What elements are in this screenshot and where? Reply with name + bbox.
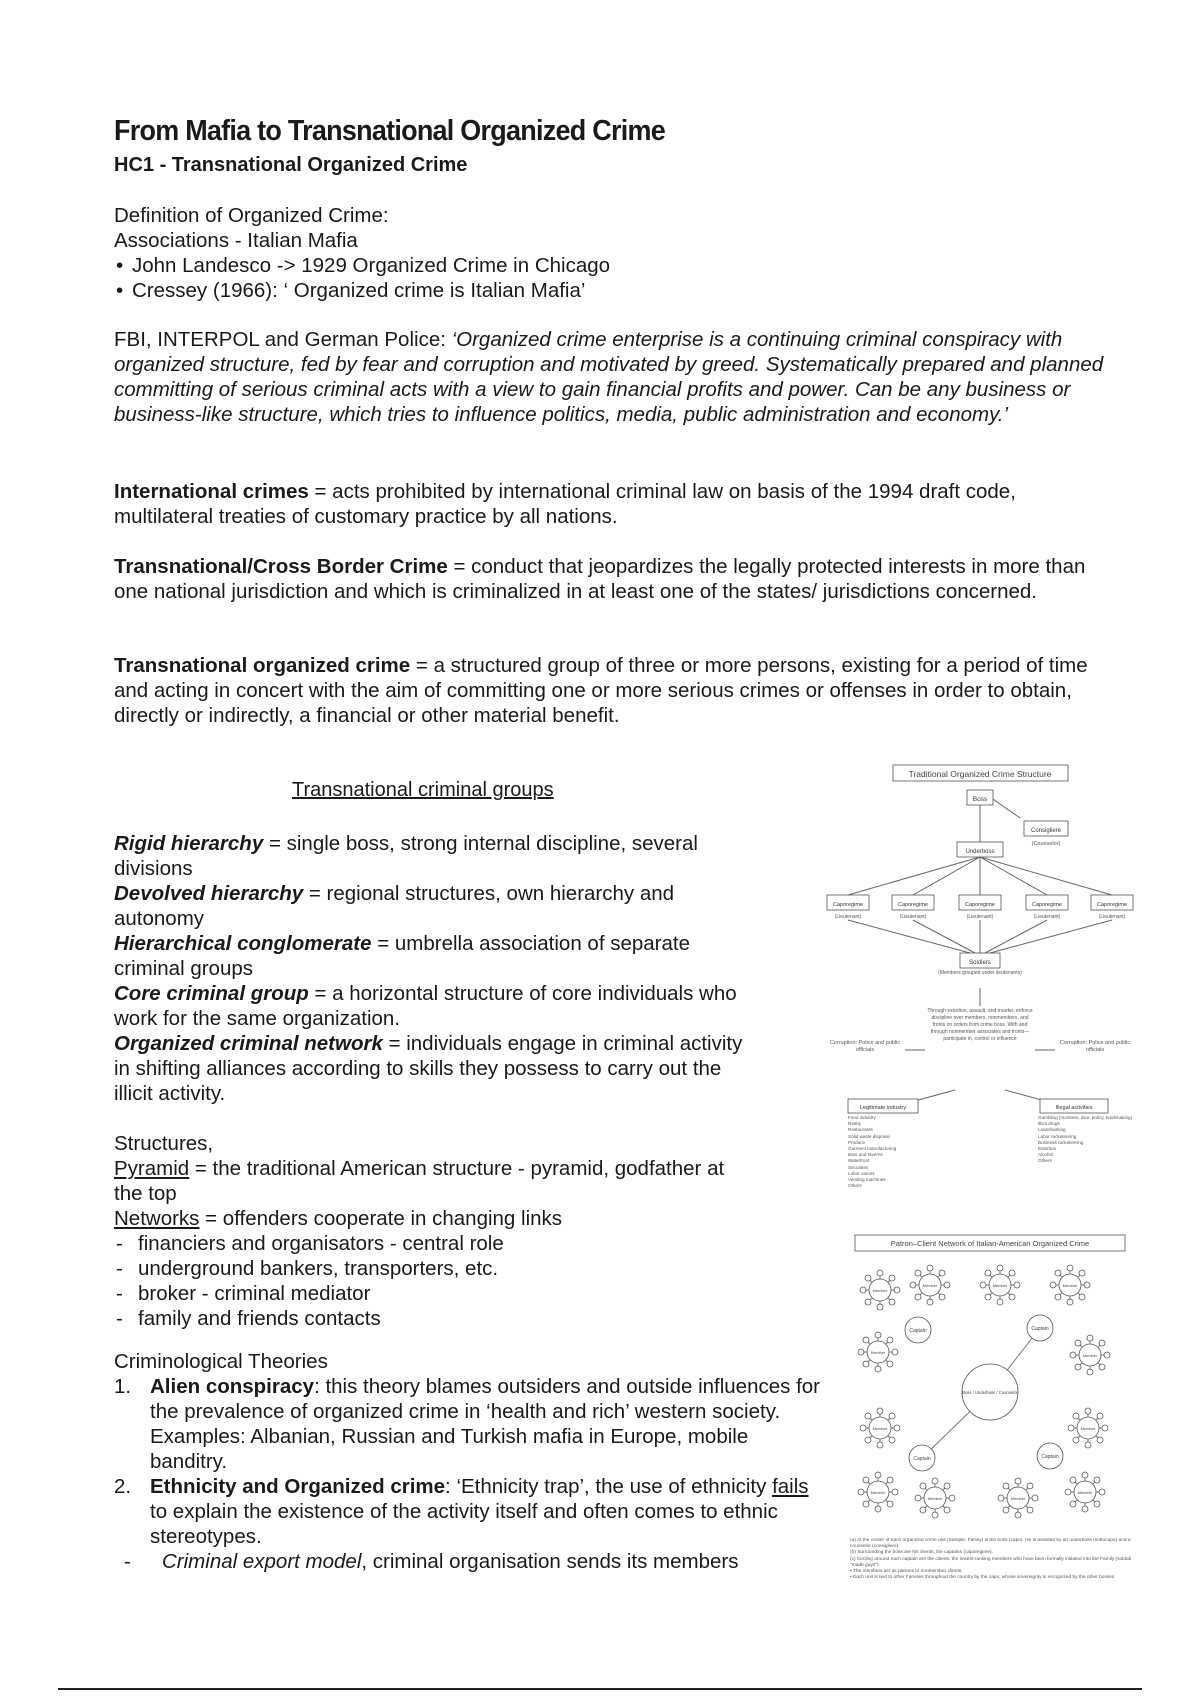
caporegime-label: Caporegime — [898, 902, 928, 908]
client-node — [1009, 1270, 1015, 1276]
client-node — [887, 1501, 893, 1507]
client-node — [1073, 1437, 1079, 1443]
client-node — [1073, 1413, 1079, 1419]
client-node — [1009, 1294, 1015, 1300]
boss-label: Boss / Underboss / Counselor — [962, 1390, 1018, 1395]
term-label: Transnational/Cross Border Crime — [114, 555, 448, 578]
patron-client-diagram — [840, 1230, 1140, 1630]
group-term: Organized criminal network — [114, 1032, 383, 1055]
networks-text: = offenders cooperate in changing links — [199, 1207, 563, 1230]
client-node — [1065, 1489, 1071, 1495]
client-node — [980, 1282, 986, 1288]
lieutenant-label: (Lieutenant) — [1033, 914, 1061, 920]
list-item — [114, 1474, 824, 1549]
client-node — [920, 1483, 926, 1489]
theory-definition: : ‘Ethnicity trap’, the use of ethnicity — [445, 1475, 773, 1498]
consigliere-label: Consigliere — [1030, 828, 1062, 834]
group-term: Hierarchical conglomerate — [114, 932, 372, 955]
client-node — [860, 1287, 866, 1293]
list-item — [114, 1374, 824, 1474]
client-node — [1067, 1265, 1073, 1271]
client-node — [1015, 1512, 1021, 1518]
client-node — [894, 1287, 900, 1293]
client-node — [1079, 1294, 1085, 1300]
caporegime-row — [827, 895, 1133, 920]
lieutenant-label: (Lieutenant) — [1098, 914, 1126, 920]
client-node — [865, 1299, 871, 1305]
member-label: Member — [1082, 1353, 1098, 1358]
client-node — [1015, 1478, 1021, 1484]
group-definition: = individuals engage in criminal activity in shifting alliances according to skills they possess to carry out the illicit activity. — [114, 1032, 743, 1105]
client-node — [1050, 1282, 1056, 1288]
group-definition: = umbrella association of separate criminal groups — [114, 932, 691, 980]
term-transnational-organized-crime — [114, 653, 1089, 728]
client-node — [985, 1294, 991, 1300]
networks-term: Networks — [114, 1207, 200, 1230]
client-node — [863, 1477, 869, 1483]
structures-section — [114, 1131, 754, 1331]
client-node — [1097, 1437, 1103, 1443]
group-item — [114, 831, 754, 881]
structures-heading: Structures, — [114, 1132, 214, 1155]
client-node — [944, 1507, 950, 1513]
theory-subitem — [114, 1549, 824, 1574]
lieutenant-label: (Lieutenant) — [834, 914, 862, 920]
client-node — [949, 1495, 955, 1501]
groups-list — [114, 831, 754, 1106]
member-label: Member — [922, 1283, 938, 1288]
client-node — [865, 1437, 871, 1443]
client-node — [863, 1501, 869, 1507]
caporegime-label: Caporegime — [1097, 902, 1127, 908]
term-definition: = a structured group of three or more persons, existing for a period of time and acting in concert with the aim of committing one or more serious crimes or offenses in order to obtain, directly or indirectly, a financial or other material benefit. — [114, 654, 1088, 727]
fbi-definition — [114, 327, 1104, 427]
client-node — [1085, 1442, 1091, 1448]
client-node — [1027, 1483, 1033, 1489]
client-node — [860, 1425, 866, 1431]
client-node — [875, 1506, 881, 1512]
client-node — [892, 1489, 898, 1495]
client-node — [1085, 1408, 1091, 1414]
client-node — [865, 1275, 871, 1281]
client-node — [985, 1270, 991, 1276]
group-term: Core criminal group — [114, 982, 309, 1005]
client-node — [889, 1299, 895, 1305]
caporegime-label: Caporegime — [1032, 902, 1062, 908]
member-label: Member — [872, 1288, 888, 1293]
theory-term: Alien conspiracy — [150, 1375, 315, 1398]
illegal-list: Gambling (numbers, dice, policy, bookmaking)Illicit drugsLoansharkingLabor racketeeringBusiness racketeeringExtortionAlcoholOthers — [1038, 1115, 1133, 1164]
group-term: Rigid hierarchy — [114, 832, 264, 855]
client-node — [892, 1349, 898, 1355]
client-node — [1003, 1507, 1009, 1513]
list-item: - family and friends contacts — [114, 1306, 754, 1331]
theory-emphasis: fails — [772, 1475, 809, 1498]
client-node — [877, 1304, 883, 1310]
term-transnational-crime — [114, 554, 1094, 604]
group-definition: = single boss, strong internal discipline, several divisions — [114, 832, 698, 880]
client-node — [1068, 1425, 1074, 1431]
member-label: Member — [1080, 1426, 1096, 1431]
client-node — [887, 1361, 893, 1367]
client-node — [1032, 1495, 1038, 1501]
client-node — [915, 1270, 921, 1276]
list-number: 1. — [114, 1375, 132, 1398]
caporegime-label: Caporegime — [965, 902, 995, 908]
theory-definition-rest: to explain the existence of the activity itself and often comes to ethnic stereotypes. — [150, 1500, 778, 1548]
captain-label: Captain — [909, 1328, 927, 1334]
client-node — [875, 1472, 881, 1478]
client-node — [915, 1294, 921, 1300]
client-node — [927, 1265, 933, 1271]
org-structure-diagram — [820, 760, 1140, 1215]
document-subtitle: HC1 - Transnational Organized Crime — [114, 154, 468, 176]
client-node — [1003, 1483, 1009, 1489]
term-international-crimes — [114, 479, 1084, 529]
pyramid-text: = the traditional American structure - pyramid, godfather at the top — [114, 1157, 725, 1205]
client-node — [1099, 1364, 1105, 1370]
caporegime-label: Caporegime — [833, 902, 863, 908]
client-node — [927, 1299, 933, 1305]
client-node — [858, 1489, 864, 1495]
client-node — [915, 1495, 921, 1501]
networks-definition — [114, 1206, 754, 1231]
list-item: • Cressey (1966): ‘ Organized crime is Italian Mafia’ — [114, 278, 1014, 303]
legit-list: Food industryRealtyRestaurantsSolid waste disposalProduceGarment manufacturingBars and tavernsWaterfrontSecuritiesLabor unionsVending machinesOthers — [848, 1115, 897, 1189]
client-node — [1087, 1335, 1093, 1341]
member-label: Member — [1062, 1283, 1078, 1288]
page-bottom-rule — [58, 1688, 1142, 1690]
client-node — [863, 1361, 869, 1367]
group-item — [114, 881, 754, 931]
group-item — [114, 981, 754, 1031]
client-node — [939, 1294, 945, 1300]
client-node — [1067, 1299, 1073, 1305]
subitem-text: , criminal organisation sends its members — [361, 1550, 739, 1573]
client-node — [920, 1507, 926, 1513]
list-item: - broker - criminal mediator — [114, 1281, 754, 1306]
client-node — [1079, 1270, 1085, 1276]
definition-bullets — [114, 253, 1014, 303]
client-node — [944, 1483, 950, 1489]
member-label: Member — [870, 1490, 886, 1495]
client-node — [932, 1478, 938, 1484]
client-node — [932, 1512, 938, 1518]
fbi-lead: FBI, INTERPOL and German Police: — [114, 328, 452, 351]
document-title: From Mafia to Transnational Organized Crime — [114, 115, 665, 147]
member-label: Member — [872, 1426, 888, 1431]
client-node — [997, 1299, 1003, 1305]
client-node — [863, 1337, 869, 1343]
term-label: Transnational organized crime — [114, 654, 411, 677]
list-number: 2. — [114, 1475, 132, 1498]
definition-section — [114, 203, 1014, 303]
consigliere-sub: (Counselor) — [1031, 841, 1061, 847]
diagram-title: Patron–Client Network of Italian-American Organized Crime — [890, 1239, 1090, 1248]
client-node — [1099, 1489, 1105, 1495]
enforcement-text: Through extortion, assault, and murder, enforce discipline over members, nonmembers, and fronts on orders from crime boss. With and through nonmember associates and fronts—participate in, control or influence — [927, 1008, 1033, 1042]
client-node — [875, 1366, 881, 1372]
client-node — [1087, 1369, 1093, 1375]
pyramid-term: Pyramid — [114, 1157, 190, 1180]
term-label: International crimes — [114, 480, 309, 503]
client-node — [1070, 1501, 1076, 1507]
client-node — [877, 1270, 883, 1276]
list-item: • John Landesco -> 1929 Organized Crime in Chicago — [114, 253, 1014, 278]
definition-heading: Definition of Organized Crime: — [114, 204, 389, 227]
diagram-title: Traditional Organized Crime Structure — [908, 769, 1052, 779]
member-label: Member — [927, 1496, 943, 1501]
client-node — [1082, 1506, 1088, 1512]
client-node — [1094, 1477, 1100, 1483]
client-node — [1075, 1340, 1081, 1346]
subitem-term: Criminal export model — [162, 1550, 362, 1573]
client-node — [944, 1282, 950, 1288]
client-node — [887, 1477, 893, 1483]
definition-associations: Associations - Italian Mafia — [114, 229, 358, 252]
captain-label: Captain — [913, 1456, 931, 1462]
boss-label: Boss — [972, 796, 988, 803]
group-item — [114, 1031, 754, 1106]
group-item — [114, 931, 754, 981]
client-node — [1094, 1501, 1100, 1507]
client-node — [910, 1282, 916, 1288]
client-node — [998, 1495, 1004, 1501]
theories-list — [114, 1374, 824, 1549]
client-node — [1075, 1364, 1081, 1370]
client-node — [1082, 1472, 1088, 1478]
corruption-right: Corruption: Police and public officials — [1059, 1040, 1131, 1053]
client-node — [887, 1337, 893, 1343]
member-label: Member — [1077, 1490, 1093, 1495]
client-node — [1070, 1352, 1076, 1358]
client-node — [1027, 1507, 1033, 1513]
theories-heading: Criminological Theories — [114, 1350, 328, 1373]
client-node — [894, 1425, 900, 1431]
member-label: Member — [1010, 1496, 1026, 1501]
list-item: - underground bankers, transporters, etc. — [114, 1256, 754, 1281]
client-node — [1055, 1270, 1061, 1276]
groups-caption: Transnational criminal groups — [292, 779, 554, 801]
theories-section — [114, 1349, 824, 1574]
client-node — [889, 1275, 895, 1281]
client-node — [1055, 1294, 1061, 1300]
pyramid-definition — [114, 1156, 754, 1206]
illegal-title: Illegal activities — [1055, 1105, 1093, 1111]
fbi-quote: ‘Organized crime enterprise is a continuing criminal conspiracy with organized structure, fed by fear and corruption and motivated by greed. Systematically prepared and planned committing of serious criminal acts with a view to gain financial profits and power. Can be any business or business-like structure, which tries to influence politics, media, public administration and economy.’ — [114, 328, 1104, 426]
client-node — [865, 1413, 871, 1419]
theory-definition: : this theory blames outsiders and outside influences for the prevalence of organized crime in ‘health and rich’ western society. Examples: Albanian, Russian and Turkish mafia in Europe, mobile banditry. — [150, 1375, 821, 1473]
theory-term: Ethnicity and Organized crime — [150, 1475, 446, 1498]
legit-title: Legitimate industry — [859, 1105, 907, 1111]
client-node — [1014, 1282, 1020, 1288]
client-node — [1099, 1340, 1105, 1346]
term-definition: = conduct that jeopardizes the legally protected interests in more than one national jurisdiction and which is criminalized in at least one of the states/ jurisdictions concerned. — [114, 555, 1086, 603]
client-node — [1097, 1413, 1103, 1419]
group-definition: = a horizontal structure of core individuals who work for the same organization. — [114, 982, 737, 1030]
diagram-notes: (a) At the center of each organized crime unit (Sample: Family) is the boss (capo). He is assisted by an underboss (sottocapo) and a counselor (consigliere).(b) Surrounding the boss are his clients, the captains (caporegime).(c) Circling around each captain are the clients, the lowest-ranking members who have been formally initiated into the Family (soldati "made guys").• The members act as patrons to nonmember clients.• Each unit is tied to other Families throughout the country by the capo, whose sovereignty is recognized by the other bosses. — [850, 1538, 1132, 1581]
underboss-label: Underboss — [965, 849, 995, 855]
captain-label: Captain — [1031, 1326, 1049, 1332]
group-term: Devolved hierarchy — [114, 882, 304, 905]
group-definition: = regional structures, own hierarchy and autonomy — [114, 882, 675, 930]
client-node — [877, 1408, 883, 1414]
networks-list — [114, 1231, 754, 1331]
client-node — [939, 1270, 945, 1276]
client-node — [1084, 1282, 1090, 1288]
client-node — [1102, 1425, 1108, 1431]
lieutenant-label: (Lieutenant) — [966, 914, 994, 920]
soldiers-label: Soldiers — [969, 960, 991, 966]
client-node — [877, 1442, 883, 1448]
captain-label: Captain — [1041, 1454, 1059, 1460]
client-node — [858, 1349, 864, 1355]
soldiers-sub: (Members grouped under lieutenants) — [938, 970, 1022, 976]
term-definition: = acts prohibited by international criminal law on basis of the 1994 draft code, multilateral treaties of customary practice by all nations. — [114, 480, 1016, 528]
member-label: Member — [992, 1283, 1008, 1288]
lieutenant-label: (Lieutenant) — [899, 914, 927, 920]
list-item: - financiers and organisators - central role — [114, 1231, 754, 1256]
client-node — [997, 1265, 1003, 1271]
client-node — [889, 1437, 895, 1443]
member-label: Member — [870, 1350, 886, 1355]
corruption-left: Corruption: Police and public officials — [829, 1040, 901, 1053]
client-node — [889, 1413, 895, 1419]
client-node — [875, 1332, 881, 1338]
client-node — [1070, 1477, 1076, 1483]
client-node — [1104, 1352, 1110, 1358]
